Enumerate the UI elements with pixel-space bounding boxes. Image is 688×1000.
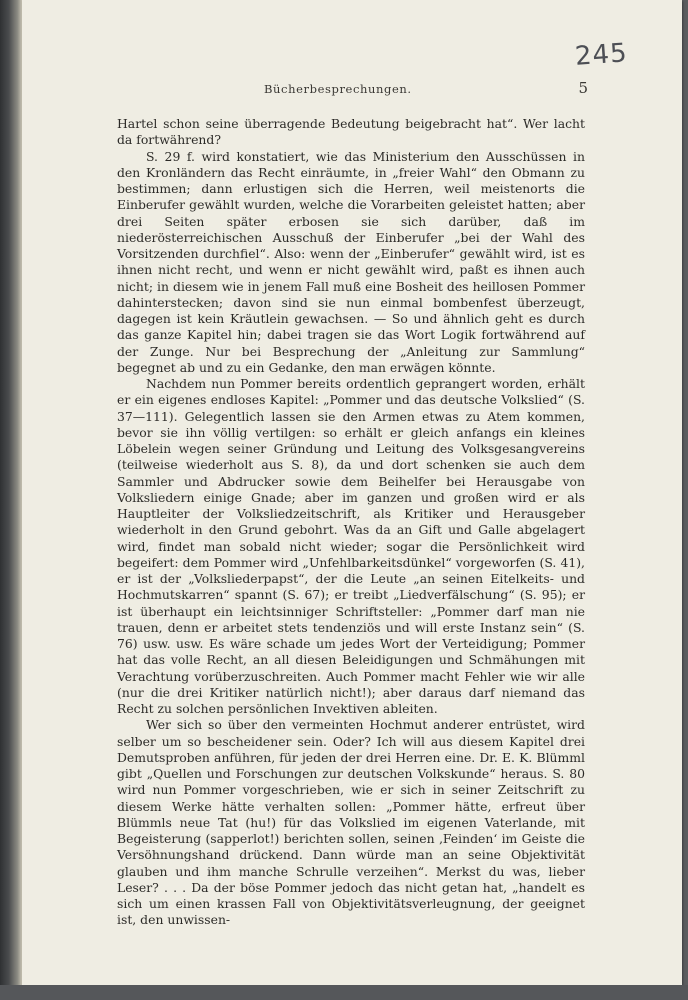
scan-bottom-edge	[0, 985, 688, 1000]
paragraph: S. 29 f. wird konstatiert, wie das Ministerium den Ausschüssen in den Kronländern das Recht einräumte, in „freier Wahl“ den Obmann zu bestimmen; dann erlustigen sich die Herren, weil meistenorts die Einberufer gewählt wurden, welche die Vorarbeiten geleistet hatten; aber drei Seiten später erbosen sie sich darüber, daß im niederösterreichischen Ausschuß der Einberufer „bei der Wahl des Vorsitzenden durchfiel“. Also: wenn der „Einberufer“ gewählt wird, ist es ihnen nicht recht, und wenn er nicht gewählt wird, paßt es ihnen auch nicht; in diesem wie in jenem Fall muß eine Bosheit des heillosen Pommer dahinterstecken; davon sind sie nun einmal bombenfest überzeugt, dagegen ist kein Kräutlein gewachsen. — So und ähnlich geht es durch das ganze Kapitel hin; dabei tragen sie das Wort Logik fortwährend auf der Zunge. Nur bei Besprechung der „Anleitung zur Sammlung“ begegnet ab und zu ein Gedanke, den man erwägen könnte.	[117, 148, 585, 375]
paragraph: Hartel schon seine überragende Bedeutung beigebracht hat“. Wer lacht da fortwährend?	[117, 116, 585, 148]
running-head: Bücherbesprechungen.	[264, 82, 412, 96]
handwritten-page-mark: 245	[574, 38, 629, 72]
paragraph: Nachdem nun Pommer bereits ordentlich geprangert worden, erhält er ein eigenes endloses Kapitel: „Pommer und das deutsche Volkslied“ (S. 37—111). Gelegentlich lassen sie den Armen etwas zu Atem kommen, bevor sie ihn völlig vertilgen: so erhält er gleich anfangs ein kleines Löbelein wegen seiner Gründung und Leitung des Volksgesangvereins (teilweise wiederholt aus S. 8), da und dort schenken sie auch dem Sammler und Abdrucker sowie dem Beihelfer bei Herausgabe von Volksliedern einige Gnade; aber im ganzen und großen wird er als Hauptleiter der Volksliedzeitschrift, als Kritiker und Herausgeber wiederholt in den Grund gebohrt. Was da an Gift und Galle abgelagert wird, findet man sobald nicht wieder; sogar die Persönlichkeit wird begeifert: dem Pommer wird „Unfehlbarkeitsdünkel“ vorgeworfen (S. 41), er ist der „Volksliederpapst“, der die Leute „an seinen Eitelkeits- und Hochmutskarren“ spannt (S. 67); er treibt „Liedverfälschung“ (S. 95); er ist überhaupt ein leichtsinniger Schriftsteller: „Pommer darf man nie trauen, denn er arbeitet stets tendenziös und will erste Instanz sein“ (S. 76) usw. usw. Es wäre schade um jedes Wort der Verteidigung; Pommer hat das volle Recht, an all diesen Beleidigungen und Schmähungen mit Verachtung vorüberzuschreiten. Auch Pommer macht Fehler wie wir alle (nur die drei Kritiker natürlich nicht!); aber daraus darf niemand das Recht zu solchen persönlichen Invektiven ableiten.	[117, 376, 585, 716]
paragraph: Wer sich so über den vermeinten Hochmut anderer entrüstet, wird selber um so bescheidener sein. Oder? Ich will aus diesem Kapitel drei Demutsproben anführen, für jeden der drei Herren eine. Dr. E. K. Blümml gibt „Quellen und Forschungen zur deutschen Volkskunde“ heraus. S. 80 wird nun Pommer vorgeschrieben, wie er sich in seiner Zeitschrift zu diesem Werke hätte verhalten sollen: „Pommer hätte, erfreut über Blümmls neue Tat (hu!) für das Volkslied im eigenen Vaterlande, mit Begeisterung (sapperlot!) berichten sollen, seinen ‚Feinden‘ im Geiste die Versöhnungshand drückend. Dann würde man an seine Objektivität glauben und ihm manche Schrulle verzeihen“. Merkst du was, lieber Leser? . . . Da der böse Pommer jedoch das nicht getan hat, „handelt es sich um einen krassen Fall von Objektivitätsverleugnung, der geeignet ist, den unwissen-	[117, 717, 585, 928]
page-header	[120, 80, 590, 102]
page-number: 5	[578, 79, 588, 97]
body-text	[117, 116, 585, 929]
book-binding-edge	[0, 0, 22, 1000]
